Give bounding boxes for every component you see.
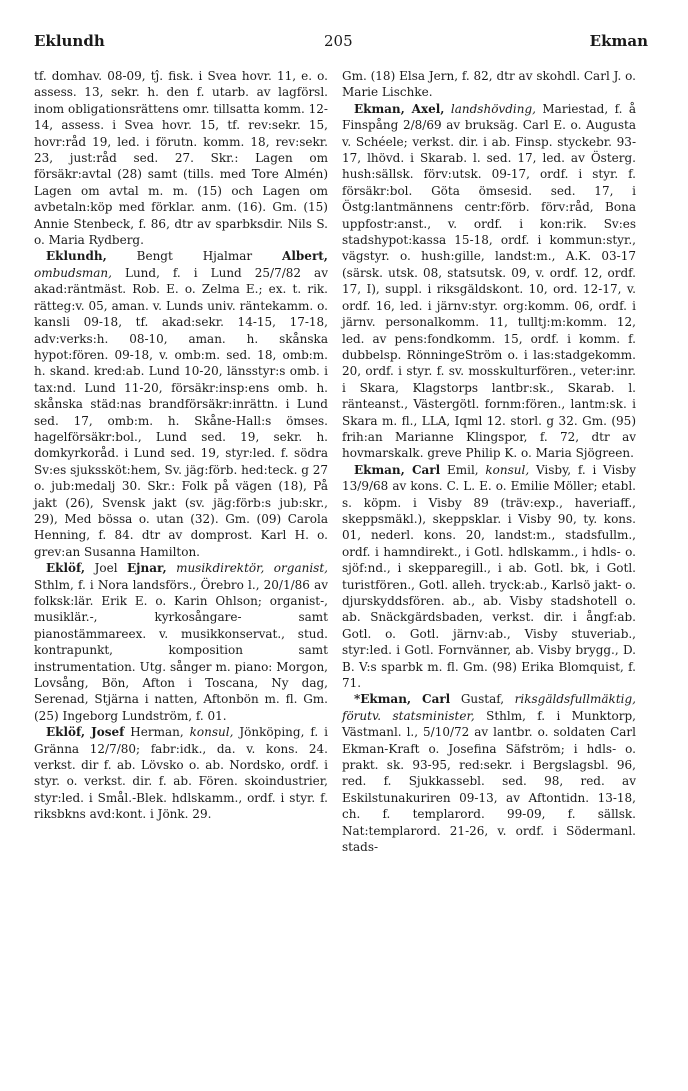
entry-title: riksgäldsfullmäktig, förutv. statsminister,	[342, 692, 636, 723]
entry-name: Ekman, Axel,	[354, 101, 445, 116]
right-column	[342, 68, 636, 856]
entry-name: Eklundh,	[46, 249, 107, 264]
entry-ekman-axel: Ekman, Axel, landshövding, Mariestad, f. å Finspång 2/8/69 av bruksäg. Carl E. o. Augusta v. Schéele; verkst. dir. i ab. Finsp. styckebr. 93-17, lhövd. i Skarab. l. sed. 17, led. av Österg. hush:sällsk. förv:utsk. 09-17, ordf. i styr. f. försäkr:bol. Göta ömsesid. sed. 17, i Östg:lantmännens centr:förb. förv:råd, Bona uppfostr:anst., v. ordf. i kon:rik. Sv:es stadshypot:kassa 15-18, ordf. i kommun:styr., vägstyr. o. hush:gille, landst:m., A.K. 03-17 (särsk. utsk. 08, statsutsk. 09, v. ordf. 12, ordf. 17, I), suppl. i riksgäldskont. 10, ord. 12-17, v. ordf. 16, led. i järnv:styr. org:komm. 06, ordf. i järnv. personalkomm. 11, tulltj:m:komm. 12, led. av pens:fondkomm. 15, ordf. i komm. f. dubbelsp. RönningeStröm o. i las:stadgekomm. 20, ordf. i styr. f. sv. mosskulturfören., veter:inr. i Skara, Klagstorps lantbr:sk., Skarab. l. ränteanst., Västergötl. fornm:fören., lantm:sk. i Skara m. fl., LLA, Iqml 12. storl. g 32. Gm. (95) frih:an Marianne Klingspor, f. 72, dtr av hovmarskalk. greve Philip K. o. Maria Sjögreen.	[342, 101, 636, 461]
entry-title: konsul,	[485, 462, 530, 477]
header-left-headword: Eklundh	[34, 32, 105, 50]
entry-title: landshövding,	[450, 101, 536, 116]
entry-name: Eklöf,	[46, 561, 86, 576]
entry-continuation: Gm. (18) Elsa Jern, f. 82, dtr av skohdl. Carl J. o. Marie Lischke.	[342, 69, 636, 100]
header-right-headword: Ekman	[589, 32, 648, 50]
entry-eklof-ejnar: Eklöf, Joel Ejnar, musikdirektör, organist, Sthlm, f. i Nora landsförs., Örebro l., 20/1/86 av folksk:lär. Erik E. o. Karin Ohlson; organist-, musiklär.-, kyrkosångare- samt pianostämmareex. v. musikkonservat., stud. kontrapunkt, komposition samt instrumentation. Utg. sånger m. piano: Morgon, Lovsång, Bön, Afton i Toscana, Ny dag, Serenad, Stjärna i natten, Aftonbön m. fl. Gm. (25) Ingeborg Lundström, f. 01.	[34, 561, 328, 723]
entry-ekman-carl-gustaf: *Ekman, Carl Gustaf, riksgäldsfullmäktig, förutv. statsminister, Sthlm, f. i Munktorp, Västmanl. l., 5/10/72 av lantbr. o. soldaten Carl Ekman-Kraft o. Josefina Säfström; i hdls- o. prakt. sk. 93-95, red:sekr. i Bergslagsbl. 96, red. f. Sjukkassebl. sed. 98, red. av Eskilstunakuriren 09-13, av Aftontidn. 13-18, ch. f. templarord. 99-09, f. sällsk. Nat:templarord. 21-26, v. ordf. i Södermanl. stads-	[342, 692, 636, 855]
entry-eklof-josef: Eklöf, Josef Herman, konsul, Jönköping, f. i Gränna 12/7/80; fabr:idk., da. v. kons. 24. verkst. dir f. ab. Lövsko o. ab. Nordsko, ordf. i styr. o. verkst. dir. f. ab. Fören. skoindustrier, styr:led. i Smål.-Blek. hdlskamm., ordf. i styr. f. riksbkns avd:kont. i Jönk. 29.	[34, 725, 328, 822]
entry-name: Ekman, Carl	[354, 462, 441, 477]
page-header	[34, 32, 648, 58]
left-column	[34, 68, 328, 823]
entry-ekman-carl-emil: Ekman, Carl Emil, konsul, Visby, f. i Visby 13/9/68 av kons. C. L. E. o. Emilie Möller; etabl. s. köpm. i Visby 89 (träv:exp., haveriaff., skeppsmäkl.), skeppsklar. i Visby 90, ty. kons. 01, nederl. kons. 20, landst:m., stadsfullm., ordf. i hamndirekt., i Gotl. hdlskamm., i hdls- o. sjöf:nd., i skepparegill., i ab. Gotl. bk, i Gotl. turistfören., Gotl. alleh. tryck:ab., Karlsö jakt- o. djurskyddsfören. ab., ab. Visby stadshotell o. ab. Snäckgärdsbaden, verkst. dir. i ångf:ab. Gotl. o. Gotl. järnv:ab., Visby stuveriab., styr:led. i Gotl. Fornvänner, ab. Visby brygg., D. B. V:s sparbk m. fl. Gm. (98) Erika Blomquist, f. 71.	[342, 462, 636, 691]
entry-name: *Ekman, Carl	[354, 692, 451, 707]
page-number: 205	[324, 32, 353, 50]
entry-title: musikdirektör, organist,	[176, 561, 328, 576]
entry-title: ombudsman,	[34, 265, 112, 280]
entry-eklundh-albert: Eklundh, Bengt Hjalmar Albert, ombudsman, Lund, f. i Lund 25/7/82 av akad:räntmäst. Rob. E. o. Zelma E.; ex. t. rik. rätteg:v. 05, aman. v. Lunds univ. räntekamm. o. kansli 09-18, tf. akad:sekr. 14-15, 17-18, adv:verks:h. 08-10, aman. h. skånska hypot:fören. 09-18, v. omb:m. sed. 18, omb:m. h. skand. kred:ab. Lund 10-20, länsstyr:s omb. i tax:nd. Lund 11-20, försäkr:insp:ens omb. h. skånska städ:nas brandförsäkr:inrättn. i Lund sed. 17, omb:m. h. Skåne-Hall:s ömses. hagelförsäkr:bol., Lund sed. 19, sekr. h. domkyrkoråd. i Lund sed. 19, styr:led. f. södra Sv:es sjukssköt:hem, Sv. jäg:förb. hed:teck. g 27 o. jub:medalj 30. Skr.: Folk på vägen (18), På jakt (26), Svensk jakt (sv. jäg:förb:s jub:skr., 29), Med bössa o. utan (32). Gm. (09) Carola Henning, f. 84. dtr av domprost. Karl H. o. grev:an Susanna Hamilton.	[34, 249, 328, 559]
entry-name: Eklöf,	[46, 725, 86, 740]
entry-title: konsul,	[189, 725, 234, 740]
entry-continuation: tf. domhav. 08-09, tĵ. fisk. i Svea hovr. 11, e. o. assess. 13, sekr. h. den f. utarb. av lagförsl. inom obligationsrättens omr. tillsatta komm. 12-14, assess. i Svea hovr. 15, tf. rev:sekr. 15, hovr:råd 19, led. i förutn. komm. 18, rev:sekr. 23, just:råd sed. 27. Skr.: Lagen om försäkr:avtal (28) samt (tills. med Tore Almén) Lagen om avtal m. m. (15) och Lagen om avbetaln:köp med förklar. anm. (16). Gm. (15) Annie Stenbeck, f. 86, dtr av sparbksdir. Nils S. o. Maria Rydberg.	[34, 69, 328, 248]
